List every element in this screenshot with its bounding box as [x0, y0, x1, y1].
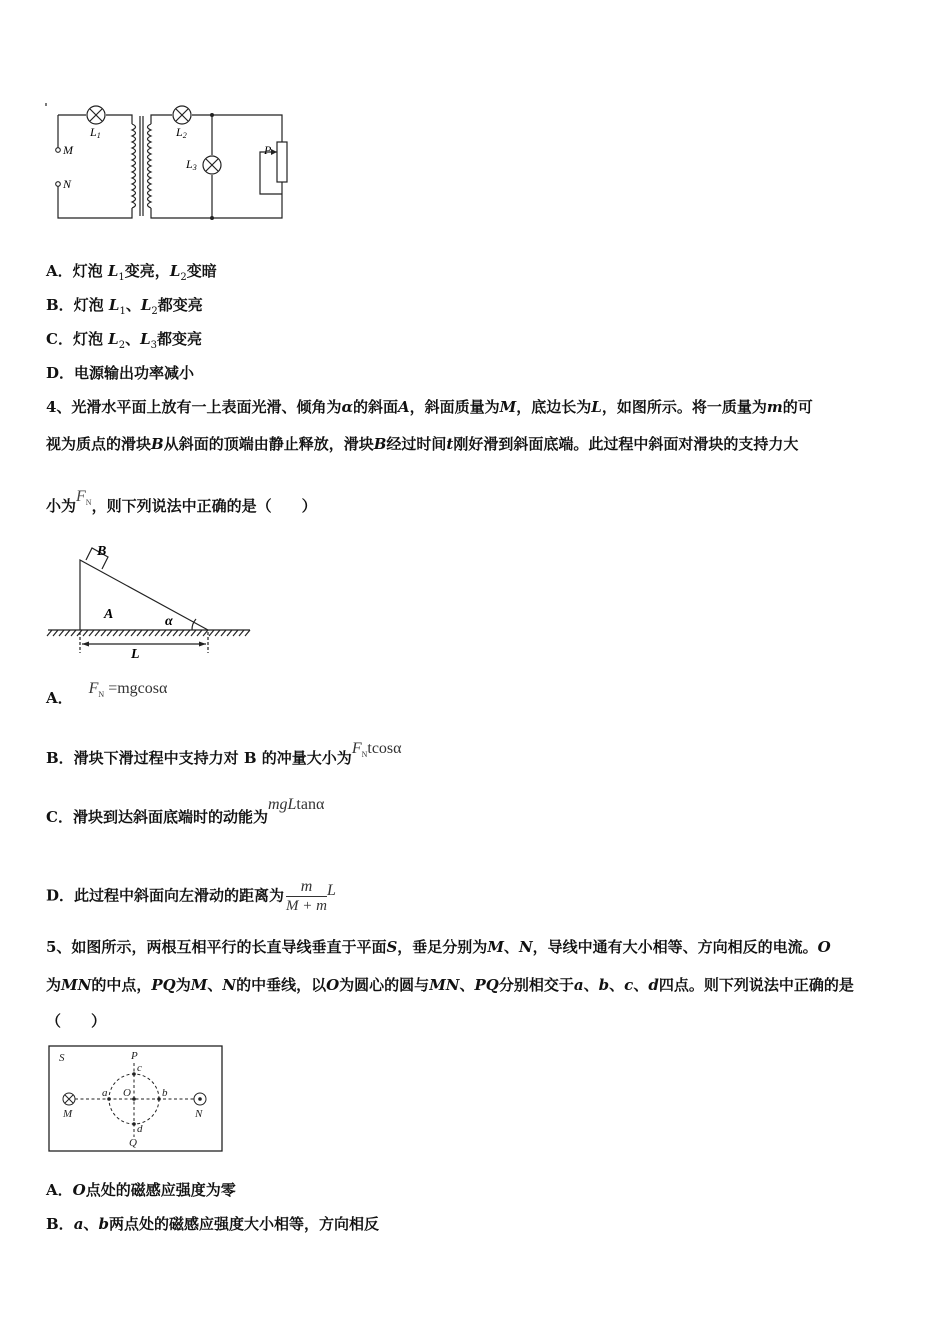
lamp-l1-label: L1: [90, 125, 101, 140]
circuit-diagram: [40, 96, 300, 226]
q5-stem-line3: （ ）: [46, 1012, 107, 1030]
q4-option-d: D．此过程中斜面向左滑动的距离为 $\frac{m}{M + m}$ L: [46, 878, 336, 914]
q4-option-a: A．$F_N =mgcos\alpha$: [46, 680, 168, 707]
q4-stem-line3: 小为$F_N$，则下列说法中正确的是（ ）: [46, 488, 317, 515]
plane-s-label: S: [59, 1052, 65, 1064]
wire-m-label: M: [63, 1108, 73, 1120]
q3-option-b: B．灯泡 $L_1$、$L_2$都变亮: [46, 296, 203, 317]
q5-option-a: A．O点处的磁感应强度为零: [46, 1181, 236, 1199]
slider-p-label: P: [264, 143, 272, 157]
incline-a-label: A: [104, 607, 114, 622]
q4-option-b: B．滑块下滑过程中支持力对 B 的冲量大小为$F_Ntcos\alpha$: [46, 740, 402, 767]
lamp-l3-label: L3: [186, 157, 197, 172]
q3-option-a: A．灯泡 $L_1$变亮，$L_2$变暗: [46, 262, 217, 283]
q3-option-c: C．灯泡 $L_2$、$L_3$都变亮: [46, 330, 203, 351]
point-o-label: O: [123, 1087, 131, 1099]
terminal-m-label: M: [63, 143, 73, 157]
q4-stem-line1: 4、光滑水平面上放有一上表面光滑、倾角为α的斜面A，斜面质量为M，底边长为L，如图所示。将一质量为m的可: [46, 398, 813, 416]
wire-n-label: N: [195, 1108, 203, 1120]
point-a-label: a: [102, 1087, 108, 1099]
point-b-label: b: [162, 1087, 168, 1099]
q5-option-b: B．a、b两点处的磁感应强度大小相等，方向相反: [46, 1215, 379, 1233]
q4-option-c: C．滑块到达斜面底端时的动能为mgLtanα: [46, 796, 325, 826]
q4-stem-line2: 视为质点的滑块B从斜面的顶端由静止释放，滑块B经过时间t刚好滑到斜面底端。此过程中斜面对滑块的支持力大: [46, 435, 799, 453]
angle-alpha-label: α: [165, 614, 173, 629]
point-p-label: P: [131, 1050, 138, 1062]
point-d-label: d: [137, 1123, 143, 1135]
lamp-l2-label: L2: [176, 125, 187, 140]
q5-stem-line2: 为MN的中点，PQ为M、N的中垂线，以O为圆心的圆与MN、PQ分别相交于a、b、c、d四点。则下列说法中正确的是: [46, 976, 854, 994]
block-b-label: B: [97, 544, 107, 559]
point-q-label: Q: [129, 1137, 137, 1149]
q3-option-d: D．电源输出功率减小: [46, 364, 195, 382]
point-c-label: c: [137, 1062, 142, 1074]
wires-diagram: [46, 1043, 226, 1155]
q5-stem-line1: 5、如图所示，两根互相平行的长直导线垂直于平面S，垂足分别为M、N，导线中通有大小相等、方向相反的电流。O: [46, 938, 831, 956]
base-l-label: L: [131, 647, 140, 662]
incline-diagram: [44, 540, 254, 665]
terminal-n-label: N: [63, 177, 72, 191]
